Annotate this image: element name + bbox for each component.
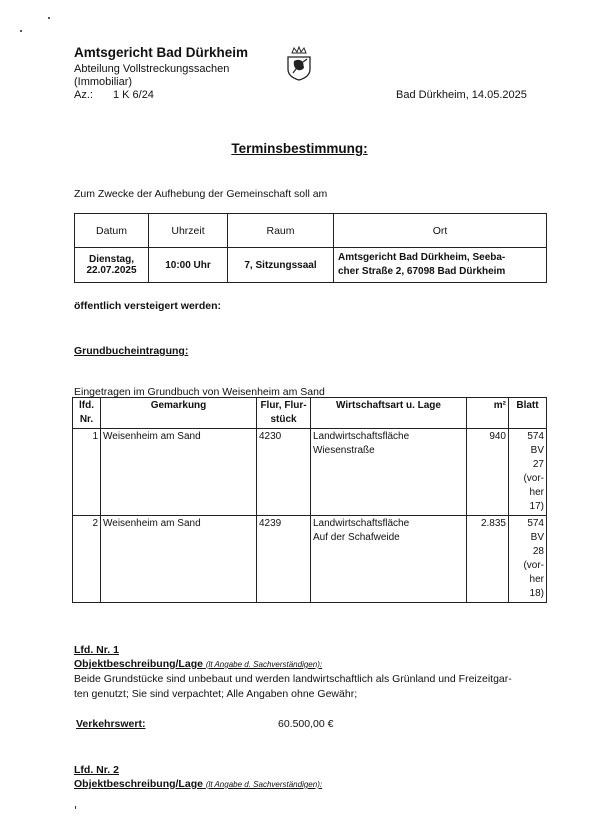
table-row [73,516,547,603]
cell-gemarkung: Weisenheim am Sand [101,516,257,603]
cell-m2: 2.835 [467,516,509,603]
court-name: Amtsgericht Bad Dürkheim [74,45,249,60]
cell-line: 574 [527,518,544,529]
datum-weekday: Dienstag, [88,254,134,265]
description-line: Beide Grundstücke sind unbebaut und werden landwirtschaftlich als Grünland und Freizeitgar- [74,673,512,685]
land-register-intro: Eingetragen im Grundbuch von Weisenheim am Sand [74,386,325,398]
cell-flurstueck: 4239 [257,516,311,603]
header-wirtschaftsart: Wirtschaftsart u. Lage [311,398,467,429]
ort-cell [334,248,547,283]
cell-line: Wiesenstraße [313,445,375,456]
cell-line: Landwirtschaftsfläche [313,518,410,529]
cell-line: 27 [532,459,544,470]
case-reference-label: Az.: [74,89,93,101]
cell-line: 17) [529,501,544,512]
table-row [73,429,547,516]
lfd-2-object-heading [74,778,322,790]
department-line: Abteilung Vollstreckungssachen [74,63,230,75]
cell-gemarkung: Weisenheim am Sand [101,429,257,516]
cell-line: her [529,487,544,498]
object-note: (lt Angabe d. Sachverständigen): [205,660,323,669]
description-line: ten genutzt; Sie sind verpachtet; Alle Angaben ohne Gewähr; [74,688,358,700]
cell-line: 18) [529,588,544,599]
ort-line: Amtsgericht Bad Dürkheim, Seeba- [338,252,506,263]
header-raum: Raum [228,214,334,248]
land-register-heading: Grundbucheintragung: [74,345,189,357]
cell-nr: 2 [73,516,101,603]
land-register-table [72,397,547,603]
header-text: Nr. [79,414,94,425]
auction-statement: öffentlich versteigert werden: [74,300,222,312]
market-value-label: Verkehrswert: [76,718,146,730]
cell-line: Landwirtschaftsfläche [313,431,410,442]
header-m2: m² [467,398,509,429]
cell-wirtschaftsart [311,429,467,516]
appointment-table [74,213,547,283]
cell-line: 28 [532,546,544,557]
lfd-1-description [74,672,534,702]
cell-blatt [509,429,547,516]
header-blatt: Blatt [509,398,547,429]
lfd-2-heading: Lfd. Nr. 2 [74,764,119,776]
lfd-1-object-heading [74,658,322,670]
cell-m2: 940 [467,429,509,516]
cell-blatt [509,516,547,603]
header-datum: Datum [75,214,149,248]
coat-of-arms-icon [284,45,314,81]
scan-speck [20,30,22,32]
department-line: (Immobiliar) [74,76,133,88]
header-text: lfd. [79,400,94,411]
case-reference-number: 1 K 6/24 [112,89,154,101]
department [74,63,229,89]
header-lfd-nr [73,398,101,429]
uhrzeit-cell: 10:00 Uhr [149,248,228,283]
scan-speck [75,806,76,809]
cell-flurstueck: 4230 [257,429,311,516]
intro-text: Zum Zwecke der Aufhebung der Gemeinschaft soll am [74,188,328,200]
lfd-1-heading: Lfd. Nr. 1 [74,644,119,656]
header-uhrzeit: Uhrzeit [149,214,228,248]
page-title-text: Terminsbestimmung: [231,141,368,156]
cell-line: (vor- [523,560,544,571]
raum-cell: 7, Sitzungssaal [228,248,334,283]
cell-nr: 1 [73,429,101,516]
datum-date: 22.07.2025 [86,265,137,276]
header-flurstueck [257,398,311,429]
cell-line: Auf der Schafweide [313,532,400,543]
cell-line: BV [530,445,544,456]
cell-line: her [529,574,544,585]
header-gemarkung: Gemarkung [101,398,257,429]
cell-line: (vor- [523,473,544,484]
datum-cell [75,248,149,283]
object-label: Objektbeschreibung/Lage [74,778,203,790]
market-value: 60.500,00 € [278,718,334,730]
header-ort: Ort [334,214,547,248]
header-text: Flur, Flur- [260,400,307,411]
object-label: Objektbeschreibung/Lage [74,658,203,670]
page-title [0,140,599,158]
header-text: stück [270,414,297,425]
cell-line: BV [530,532,544,543]
ort-line: cher Straße 2, 67098 Bad Dürkheim [338,266,506,277]
case-reference [74,89,154,101]
place-date: Bad Dürkheim, 14.05.2025 [396,89,527,101]
object-note: (lt Angabe d. Sachverständigen): [205,780,323,789]
scan-speck [48,17,50,19]
cell-wirtschaftsart [311,516,467,603]
cell-line: 574 [527,431,544,442]
